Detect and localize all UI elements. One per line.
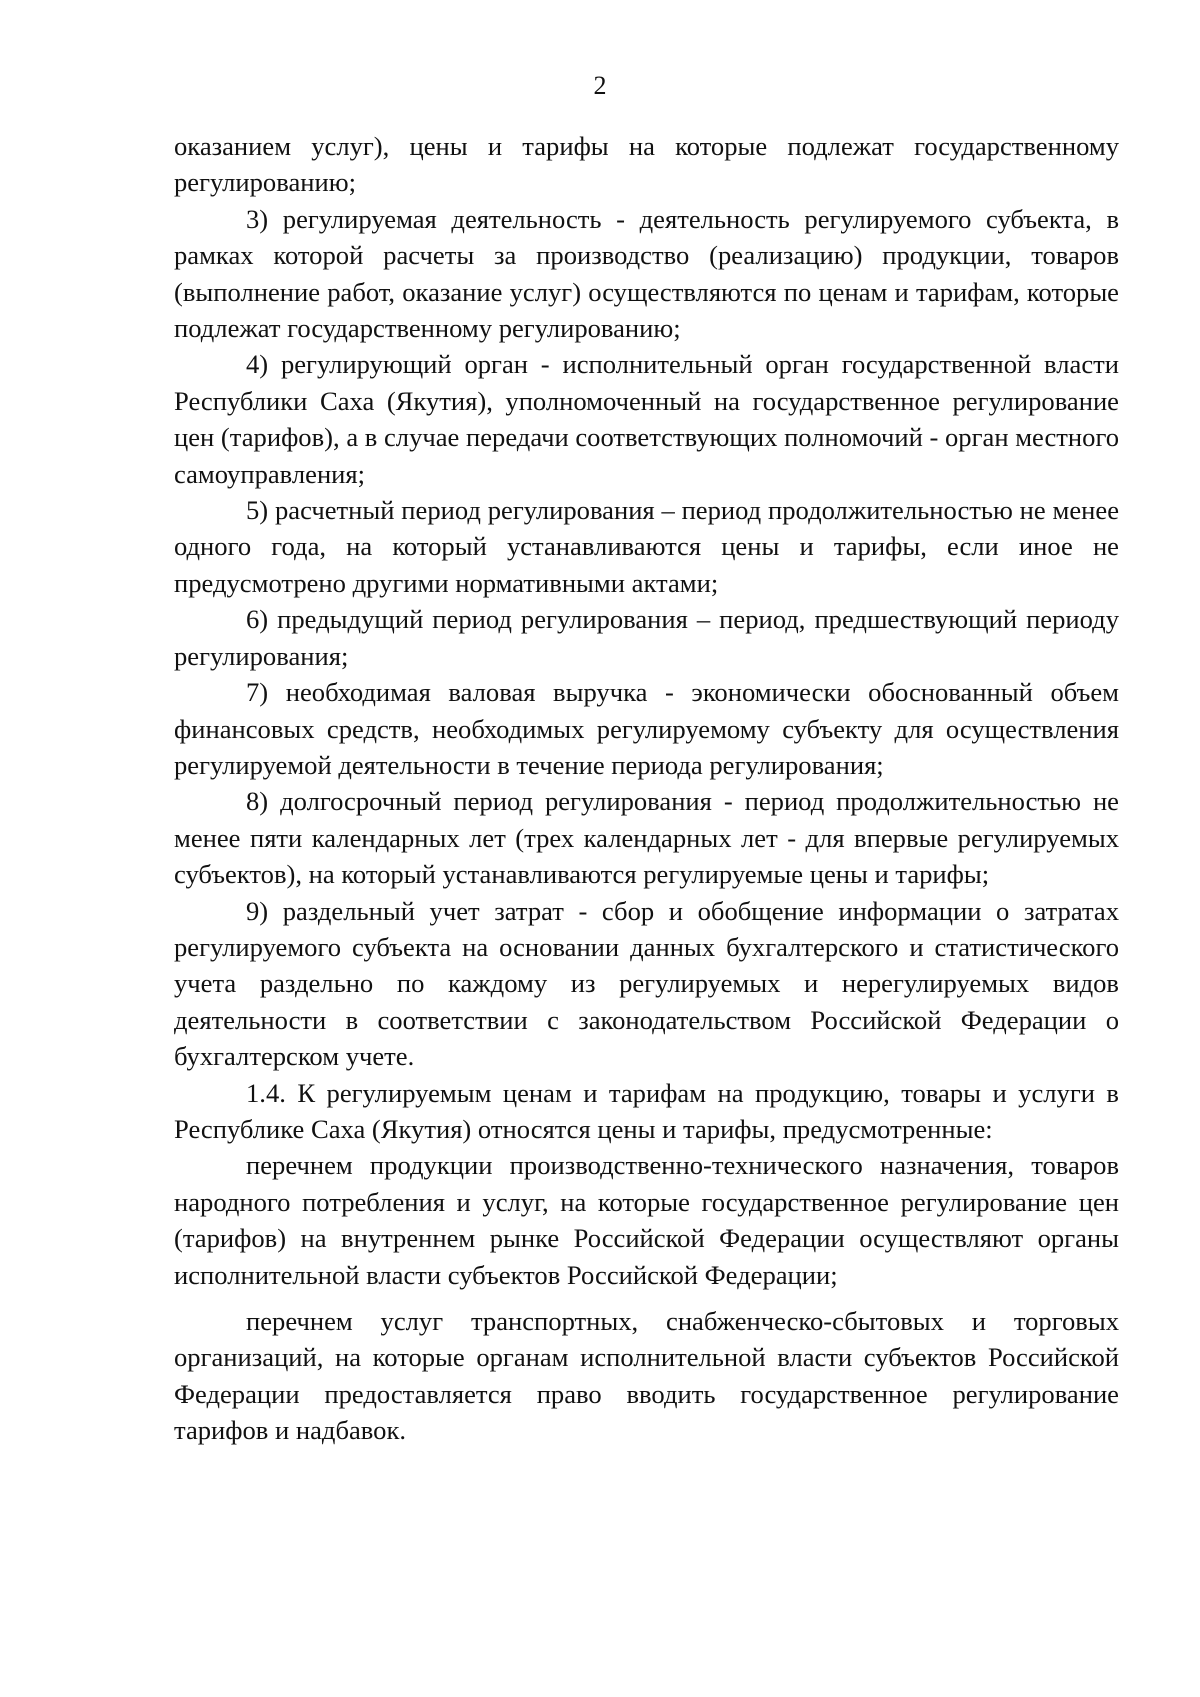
paragraph-item-8: 8) долгосрочный период регулирования - период продолжительностью не менее пяти календарных лет (трех календарных лет - для впервые регулируемых субъектов), на который устанавливаются регулируемые цены и тарифы; bbox=[174, 786, 1119, 890]
paragraph-item-4: 4) регулирующий орган - исполнительный орган государственной власти Республики Саха (Якутия), уполномоченный на государственное регулирование цен (тарифов), а в случае передачи соответствующих полномочий - орган местного самоуправления; bbox=[174, 349, 1119, 489]
paragraph-item-7: 7) необходимая валовая выручка - экономически обоснованный объем финансовых средств, необходимых регулируемому субъекту для осуществления регулируемой деятельности в течение периода регулирования; bbox=[174, 677, 1119, 780]
document-body bbox=[174, 128, 1119, 1449]
page-number: 2 bbox=[593, 71, 607, 100]
paragraph-list-second: перечнем услуг транспортных, снабженческо-сбытовых и торговых организаций, на которые органам исполнительной власти субъектов Российской Федерации предоставляется право вводить государственное регулирование тарифов и надбавок. bbox=[174, 1306, 1119, 1446]
paragraph-item-5: 5) расчетный период регулирования – период продолжительностью не менее одного года, на который устанавливаются цены и тарифы, если иное не предусмотрено другими нормативными актами; bbox=[174, 495, 1119, 598]
paragraph-item-3: 3) регулируемая деятельность - деятельность регулируемого субъекта, в рамках которой расчеты за производство (реализацию) продукции, товаров (выполнение работ, оказание услуг) осуществляются по ценам и тарифам, которые подлежат государственному регулированию; bbox=[174, 203, 1119, 344]
paragraph-item-9: 9) раздельный учет затрат - сбор и обобщение информации о затратах регулируемого субъекта на основании данных бухгалтерского и статистического учета раздельно по каждому из регулируемых и нерегулируемых видов деятельности в соответствии с законодательством Российской Федерации о бухгалтерском учете. bbox=[174, 895, 1119, 1072]
paragraph-section-1-4: 1.4. К регулируемым ценам и тарифам на продукцию, товары и услуги в Республике Саха (Якутия) относятся цены и тарифы, предусмотренные: bbox=[174, 1077, 1119, 1144]
paragraph-continuation: оказанием услуг), цены и тарифы на которые подлежат государственному регулированию; bbox=[174, 131, 1119, 198]
paragraph-list-first: перечнем продукции производственно-технического назначения, товаров народного потребления и услуг, на которые государственное регулирование цен (тарифов) на внутреннем рынке Российской Федерации осуществляют органы исполнительной власти субъектов Российской Федерации; bbox=[174, 1150, 1119, 1290]
paragraph-item-6: 6) предыдущий период регулирования – период, предшествующий периоду регулирования; bbox=[174, 604, 1119, 671]
